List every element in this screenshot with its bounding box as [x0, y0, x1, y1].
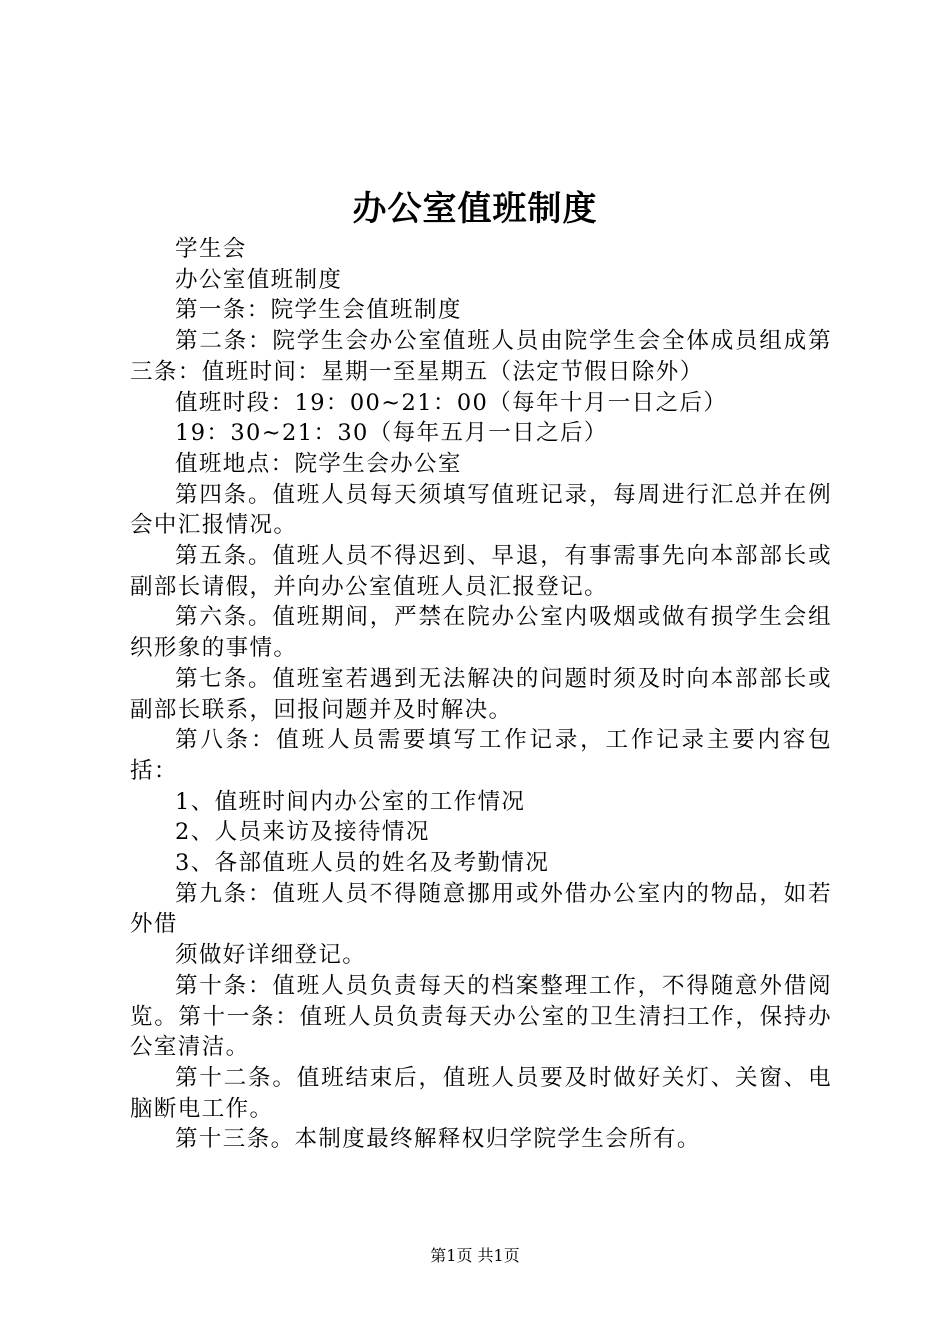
paragraph: 第四条。值班人员每天须填写值班记录，每周进行汇总并在例会中汇报情况。 — [130, 481, 832, 539]
paragraph: 值班地点：院学生会办公室 — [175, 450, 462, 477]
paragraph: 办公室值班制度 — [175, 266, 343, 293]
paragraph: 值班时段：19：00~21：00（每年十月一日之后） — [175, 389, 728, 416]
paragraph: 第二条：院学生会办公室值班人员由院学生会全体成员组成第三条：值班时间：星期一至星期五（法定节假日除外） — [130, 328, 832, 385]
paragraph: 第一条：院学生会值班制度 — [175, 297, 462, 324]
list-item: 1、值班时间内办公室的工作情况 — [175, 788, 526, 815]
paragraph: 第六条。值班期间，严禁在院办公室内吸烟或做有损学生会组织形象的事情。 — [130, 604, 832, 662]
paragraph: 须做好详细登记。 — [175, 942, 367, 969]
list-item: 2、人员来访及接待情况 — [175, 819, 430, 846]
paragraph: 第五条。值班人员不得迟到、早退，有事需事先向本部部长或副部长请假，并向办公室值班人员汇报登记。 — [130, 543, 832, 600]
paragraph: 第十三条。本制度最终解释权归学院学生会所有。 — [175, 1126, 701, 1153]
document-title: 办公室值班制度 — [352, 189, 598, 229]
paragraph: 第十条：值班人员负责每天的档案整理工作，不得随意外借阅览。第十一条：值班人员负责每天办公室的卫生清扫工作，保持办公室清洁。 — [130, 972, 832, 1061]
page-footer: 第1页 共1页 — [430, 1246, 520, 1265]
document-body — [130, 234, 832, 1155]
paragraph: 学生会 — [175, 236, 247, 262]
paragraph: 第十二条。值班结束后，值班人员要及时做好关灯、关窗、电脑断电工作。 — [130, 1064, 832, 1122]
paragraph: 第九条：值班人员不得随意挪用或外借办公室内的物品，如若外借 — [130, 880, 832, 938]
paragraph: 第七条。值班室若遇到无法解决的问题时须及时向本部部长或副部长联系，回报问题并及时解决。 — [130, 665, 832, 723]
list-item: 3、各部值班人员的姓名及考勤情况 — [175, 850, 550, 877]
paragraph: 第八条：值班人员需要填写工作记录，工作记录主要内容包括： — [130, 727, 832, 784]
paragraph: 19：30~21：30（每年五月一日之后） — [175, 420, 608, 447]
